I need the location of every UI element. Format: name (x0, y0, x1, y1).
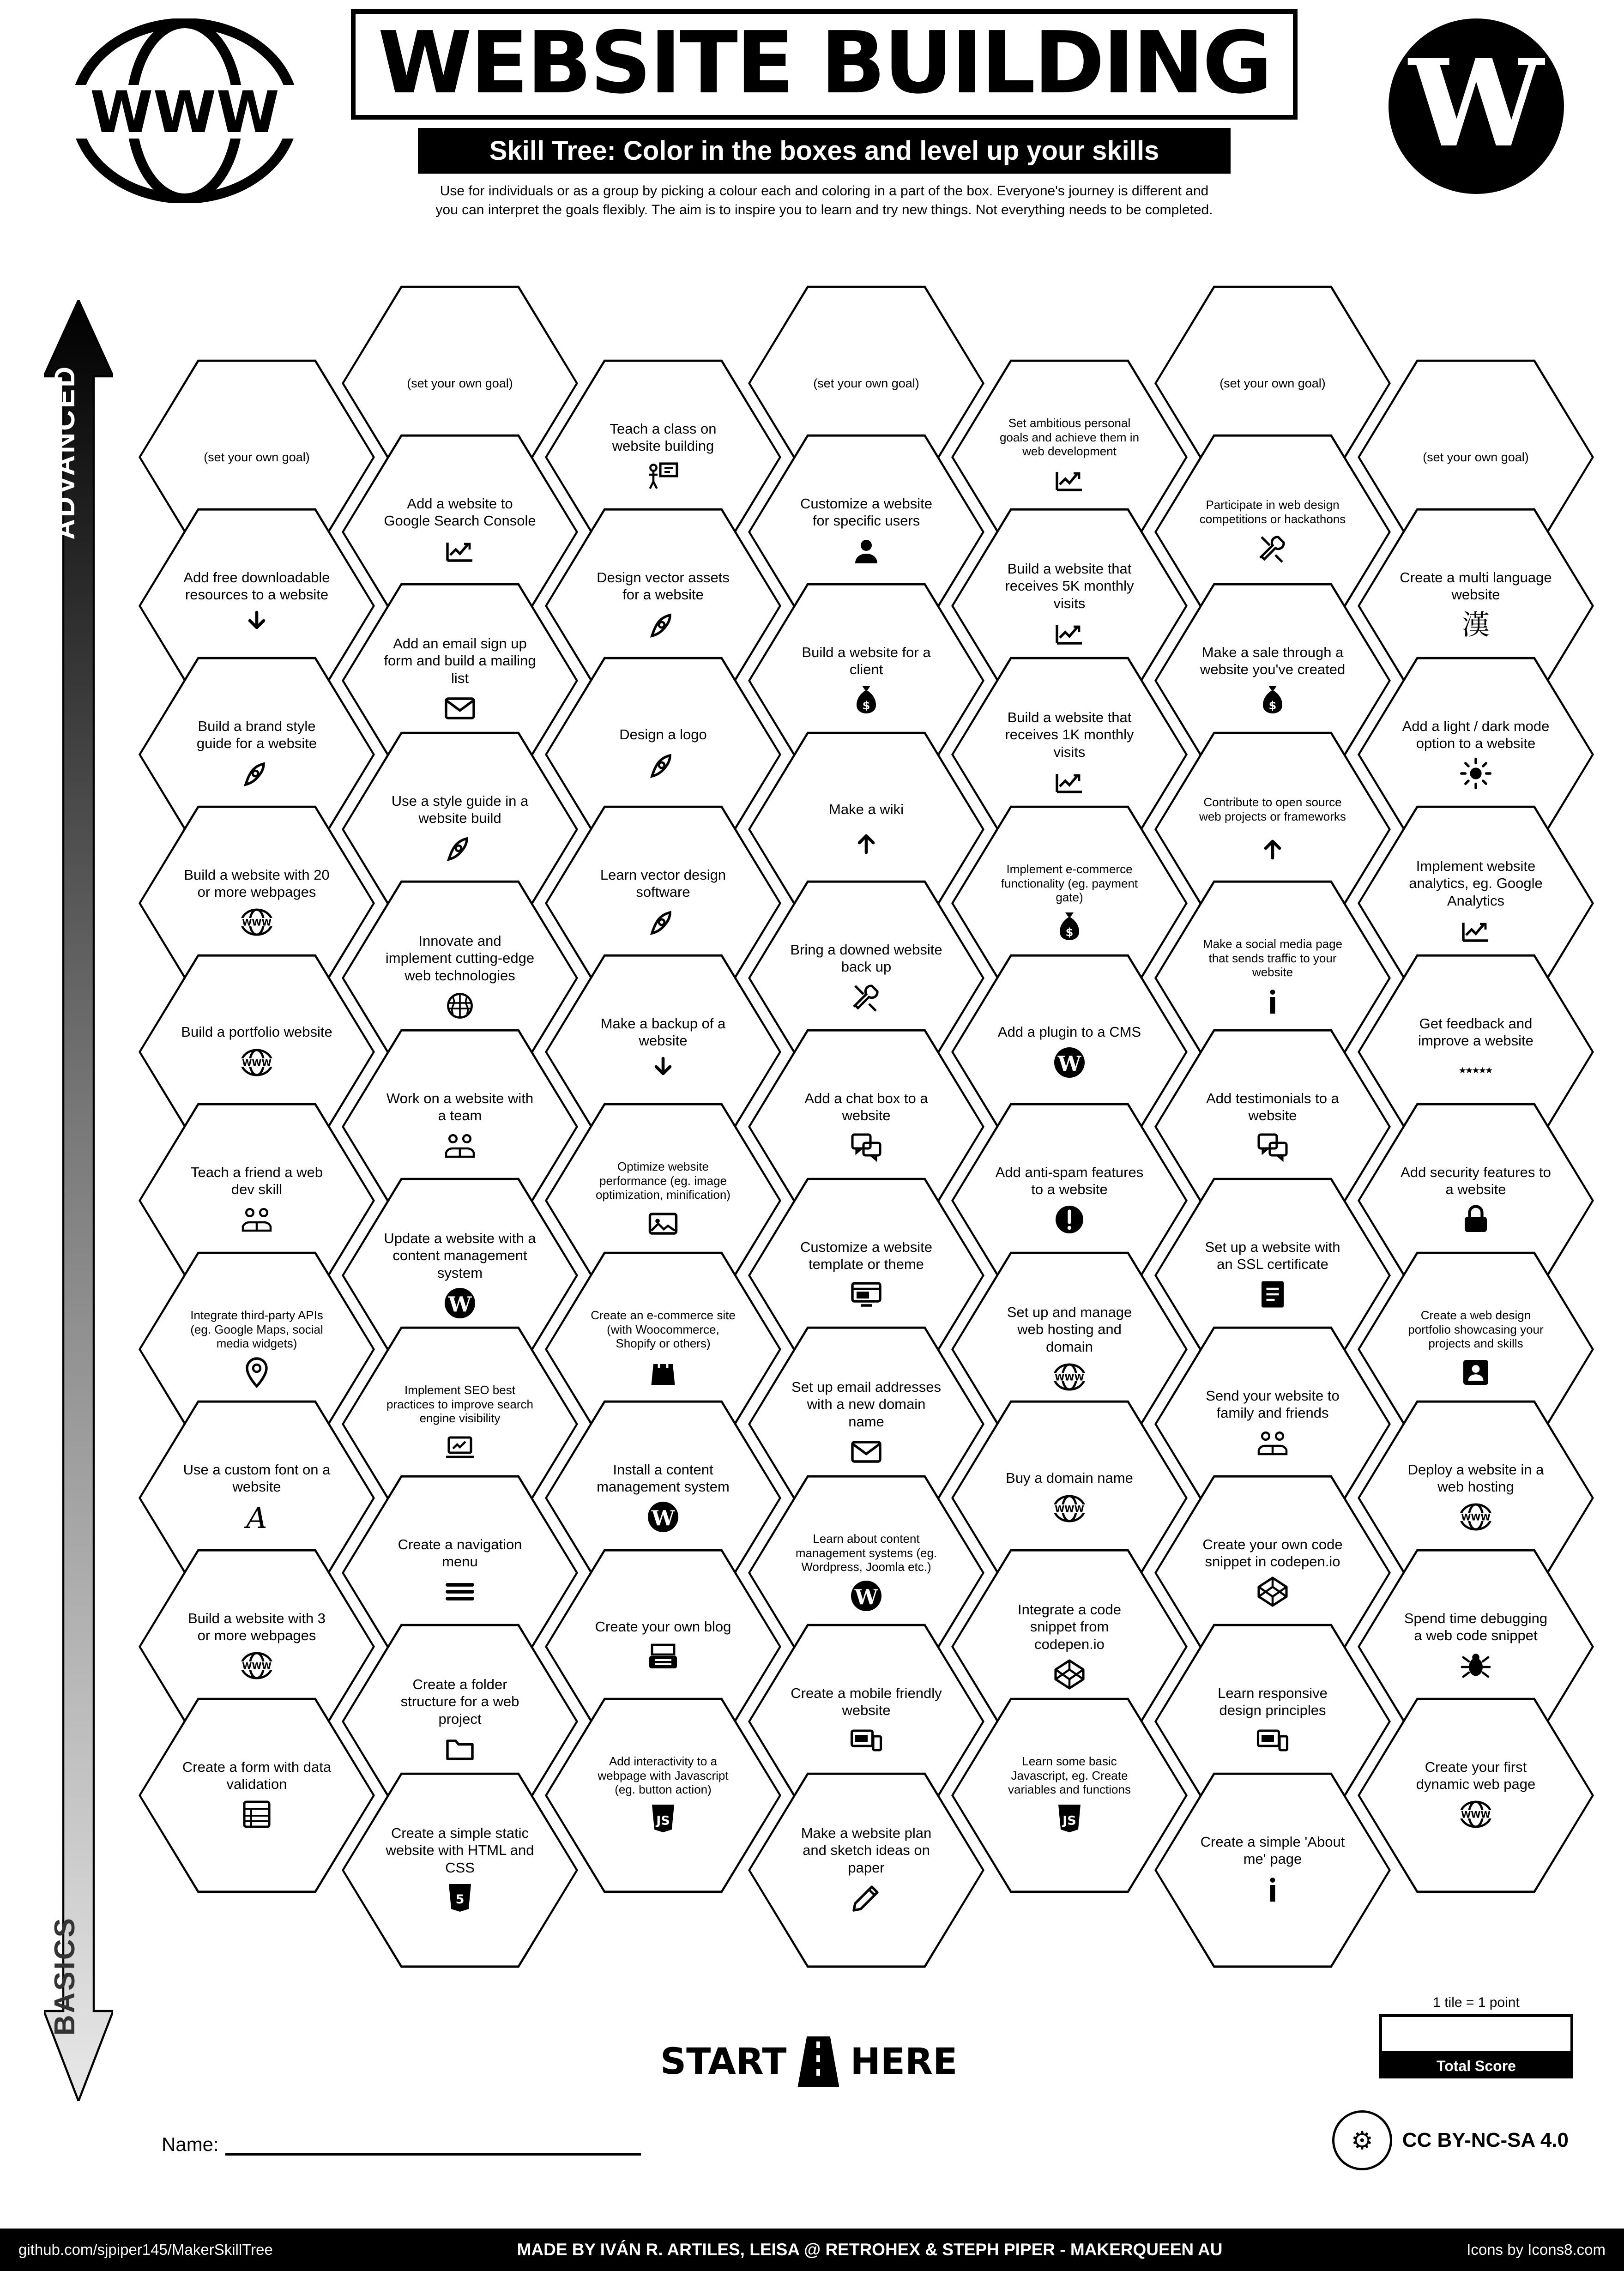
pen-nib-icon (646, 904, 680, 940)
tile-label: Build a portfolio website (181, 1024, 332, 1040)
tile-content (790, 495, 942, 569)
tile-label: Teach a friend a web dev skill (190, 1164, 323, 1197)
svg-text:WWW: WWW (90, 79, 280, 146)
title-block (351, 9, 1298, 219)
tile-content (587, 866, 739, 940)
footer-credits: MADE BY IVÁN R. ARTILES, LEISA @ RETROHEX & STEPH PIPER - MAKERQUEEN AU (517, 2240, 1223, 2259)
tile-label: (set your own goal) (1220, 376, 1326, 390)
tile-content (1196, 1238, 1349, 1312)
tile-content (993, 1601, 1146, 1692)
tile-label: Create your own blog (595, 1619, 731, 1635)
tile-content (1400, 1164, 1552, 1238)
tile-content (384, 376, 536, 391)
chart-icon (1053, 462, 1086, 498)
tile-content (587, 1461, 739, 1535)
tile-label: Set up a website with an SSL certificate (1205, 1238, 1340, 1272)
tile-content (1196, 1833, 1349, 1907)
score-note: 1 tile = 1 point (1433, 1995, 1520, 2010)
www-icon (240, 1045, 273, 1081)
tile-content (587, 569, 739, 643)
map-pin-icon (240, 1354, 273, 1390)
chat-icon (1256, 1128, 1289, 1164)
tile-label: Make a backup of a website (600, 1015, 726, 1049)
svg-text:WWW: WWW (242, 917, 272, 928)
tile-content (1196, 1387, 1349, 1461)
maker-badge-icon: ⚙ (1332, 2110, 1392, 2170)
tile-content (993, 416, 1146, 498)
name-field[interactable] (162, 2133, 641, 2156)
tile-content (790, 1532, 942, 1614)
www-globe-logo (69, 18, 300, 203)
tile-label: Update a website with a content management system (384, 1230, 536, 1281)
tile-content (790, 376, 942, 391)
tile-label: (set your own goal) (204, 450, 310, 464)
tile-content (790, 801, 942, 858)
name-rule[interactable] (225, 2137, 641, 2156)
tile-label: Contribute to open source web projects or frameworks (1199, 795, 1346, 823)
tile-content (181, 718, 333, 791)
tile-content (384, 635, 536, 726)
shopify-bag-icon (646, 1354, 680, 1390)
tile-content (384, 1536, 536, 1610)
tile-content (790, 1238, 942, 1312)
tile-label: Customize a website template or theme (800, 1238, 932, 1272)
tile-label: Create a simple static website with HTML and CSS (386, 1825, 534, 1876)
tile-content (181, 1164, 333, 1238)
wordpress-icon (850, 1578, 883, 1614)
tile-content (1400, 569, 1552, 643)
pen-nib-icon (646, 607, 680, 643)
tile-label: Innovate and implement cutting-edge web technologies (385, 933, 535, 984)
tile-label: Work on a website with a team (386, 1090, 534, 1123)
chart-icon (1459, 913, 1492, 949)
tile-content (384, 495, 536, 569)
tile-label: (set your own goal) (813, 376, 919, 390)
upload-icon (1256, 827, 1289, 864)
tile-label: Learn responsive design principles (1218, 1685, 1328, 1718)
chat-icon (850, 1128, 883, 1164)
tile-label: Add a light / dark mode option to a website (1402, 718, 1550, 751)
tile-content (384, 932, 536, 1024)
svg-text:W: W (1057, 1051, 1081, 1076)
tile-content (790, 941, 942, 1015)
tile-label: Create a mobile friendly website (791, 1685, 942, 1718)
chart-icon (1053, 764, 1086, 800)
footer-github-link[interactable]: github.com/sjpiper145/MakerSkillTree (18, 2241, 273, 2258)
svg-text:WWW: WWW (242, 1661, 272, 1672)
tile-label: Create a simple 'About me' page (1200, 1833, 1345, 1867)
tile-label: Learn vector design software (600, 866, 726, 900)
folder-icon (443, 1731, 477, 1767)
tile-label: Add free downloadable resources to a website (183, 569, 330, 603)
alert-icon (1053, 1202, 1086, 1238)
tile-label: Add a chat box to a website (804, 1090, 928, 1123)
wordpress-icon (1389, 18, 1564, 194)
html5-icon (443, 1880, 477, 1916)
tile-label: Spend time debugging a web code snippet (1404, 1610, 1548, 1643)
tools-icon (850, 979, 883, 1015)
tile-label: Create a navigation menu (398, 1536, 522, 1570)
tile-label: Build a brand style guide for a website (196, 718, 317, 751)
level-gradient-arrow (44, 300, 113, 2101)
tile-label: Customize a website for specific users (800, 495, 932, 529)
tile-label: Design a logo (619, 726, 707, 743)
tile-label: Build a website with 3 or more webpages (187, 1610, 326, 1643)
basics-label: BASICS (49, 1916, 81, 2036)
tile-content (1196, 498, 1349, 566)
www-icon (240, 1648, 273, 1684)
score-input[interactable] (1379, 2014, 1573, 2054)
info-icon (1256, 1871, 1289, 1907)
font-a-icon (240, 1499, 273, 1535)
tile-content (993, 1164, 1146, 1238)
tile-content (1196, 1685, 1349, 1758)
tile-label: Participate in web design competitions or hackathons (1199, 498, 1346, 526)
name-label: Name: (162, 2133, 219, 2155)
tile-content (993, 1469, 1146, 1526)
tile-label: Make a wiki (829, 801, 904, 818)
tile-content (181, 569, 333, 643)
tile-label: Set up email addresses with a new domain name (791, 1379, 941, 1430)
svg-text:漢: 漢 (1462, 609, 1490, 642)
presenter-icon (646, 458, 680, 494)
svg-text:$: $ (1065, 926, 1074, 939)
responsive-icon (850, 1722, 883, 1758)
kanji-icon (1459, 607, 1492, 643)
tile-label: Build a website for a client (802, 644, 931, 677)
tile-content (993, 1023, 1146, 1080)
tile-content (587, 420, 739, 494)
team-icon (443, 1128, 477, 1164)
download-icon (646, 1053, 680, 1089)
codepen-icon (1256, 1574, 1289, 1610)
tile-content (181, 450, 333, 465)
svg-text:W: W (854, 1585, 878, 1609)
here-label: HERE (850, 2041, 958, 2083)
tile-content (1196, 937, 1349, 1019)
wordpress-icon (1053, 1045, 1086, 1081)
wordpress-icon (646, 1499, 680, 1535)
tile-label: Make a social media page that sends traffic to your website (1202, 936, 1343, 979)
svg-text:WWW: WWW (242, 1057, 272, 1069)
www-icon (240, 904, 273, 940)
tile-content (1400, 718, 1552, 791)
skill-tile[interactable] (342, 1769, 578, 1972)
pen-nib-icon (646, 747, 680, 783)
brain-icon (443, 988, 477, 1024)
poster-footer (0, 2229, 1624, 2271)
license-text: CC BY-NC-SA 4.0 (1402, 2129, 1569, 2151)
tile-content (181, 866, 333, 940)
tile-label: Add security features to a website (1401, 1164, 1551, 1197)
svg-text:$: $ (1268, 699, 1277, 713)
tile-label: Add a plugin to a CMS (997, 1024, 1141, 1040)
tile-label: Create your first dynamic web page (1416, 1758, 1536, 1792)
tile-content (1196, 644, 1349, 718)
download-icon (240, 607, 273, 643)
column-7 (1358, 356, 1598, 1842)
lock-icon (1459, 1202, 1492, 1238)
tile-label: Optimize website performance (eg. image optimization, minification) (596, 1159, 730, 1202)
chart-icon (1053, 616, 1086, 652)
subtitle-banner: Skill Tree: Color in the boxes and level up your skills (418, 128, 1231, 174)
tile-label: Make a website plan and sketch ideas on paper (801, 1825, 932, 1876)
skill-tile[interactable] (748, 1769, 984, 1972)
tile-content (993, 1304, 1146, 1395)
score-box (1379, 1995, 1573, 2078)
tile-label: Add a website to Google Search Console (384, 495, 536, 529)
tile-label: Deploy a website in a web hosting (1407, 1461, 1544, 1495)
tile-label: Learn some basic Javascript, eg. Create variables and functions (1008, 1754, 1131, 1797)
envelope-icon (443, 690, 477, 726)
tile-label: Create an e-commerce site (with Woocommerce, Shopify or others) (591, 1308, 736, 1351)
svg-text:W: W (651, 1506, 675, 1531)
start-here-marker (660, 2036, 957, 2087)
tile-content (384, 1824, 536, 1916)
typewriter-icon (646, 1639, 680, 1675)
image-icon (646, 1206, 680, 1242)
advanced-label: ADVANCED (49, 365, 81, 540)
tile-label: Learn about content management systems (eg. Wordpress, Joomla etc.) (795, 1531, 937, 1574)
svg-text:JS: JS (656, 1813, 670, 1828)
pen-nib-icon (443, 830, 477, 866)
envelope-icon (850, 1434, 883, 1470)
tile-content (1196, 376, 1349, 391)
tile-content (587, 1015, 739, 1089)
skill-tile[interactable] (1154, 1769, 1391, 1972)
skill-tile[interactable] (545, 1694, 781, 1897)
tile-label: Create a folder structure for a web project (400, 1676, 519, 1727)
tile-label: Send your website to family and friends (1206, 1387, 1340, 1421)
start-label: START (660, 2041, 787, 2083)
form-icon (240, 1796, 273, 1832)
svg-text:$: $ (862, 699, 870, 713)
tile-label: Create a web design portfolio showcasing your projects and skills (1408, 1308, 1544, 1351)
wordpress-mark: W (1409, 33, 1544, 174)
footer-icons-credit: Icons by Icons8.com (1467, 2241, 1606, 2258)
tile-content (384, 792, 536, 866)
tile-content (790, 1685, 942, 1758)
svg-text:W: W (448, 1292, 472, 1317)
stars-icon (1459, 1053, 1492, 1089)
tile-content (587, 1754, 739, 1836)
sun-icon (1459, 755, 1492, 791)
money-bag-icon (1053, 908, 1086, 944)
tile-label: Build a website with 20 or more webpages (184, 866, 330, 900)
license-block (1332, 2110, 1569, 2170)
tile-content (181, 1461, 333, 1535)
tile-label: Integrate third-party APIs (eg. Google Maps, social media widgets) (190, 1308, 323, 1351)
portfolio-icon (1459, 1354, 1492, 1390)
tile-content (1400, 1308, 1552, 1390)
tile-label: Implement e-commerce functionality (eg. payment gate) (1001, 862, 1138, 905)
tile-label: Buy a domain name (1006, 1470, 1133, 1486)
description-text: Use for individuals or as a group by picking a colour each and coloring in a part of the box. Everyone's journey is different and you can interpret the goals flexibly. The aim is to inspire you to learn and try new things. Not everything needs to be completed. (435, 183, 1213, 217)
tile-label: Teach a class on website building (610, 420, 717, 454)
page-title: WEBSITE BUILDING (351, 9, 1298, 120)
tile-label: Use a custom font on a website (183, 1461, 331, 1495)
money-bag-icon (1256, 682, 1289, 718)
tile-content (790, 1824, 942, 1916)
chart-icon (443, 533, 477, 569)
codepen-icon (1053, 1656, 1086, 1692)
www-icon (1459, 1796, 1492, 1832)
responsive-icon (1256, 1722, 1289, 1758)
tile-content (384, 1383, 536, 1465)
tile-label: Create a form with data validation (182, 1758, 332, 1792)
www-icon (1053, 1359, 1086, 1395)
tile-label: Install a content management system (597, 1461, 730, 1495)
money-bag-icon (850, 682, 883, 718)
tile-label: Add anti-spam features to a website (995, 1164, 1144, 1197)
svg-text:JS: JS (1063, 1813, 1076, 1828)
svg-text:A: A (246, 1501, 267, 1534)
tile-content (587, 1308, 739, 1390)
skill-tile[interactable] (951, 1694, 1188, 1897)
tile-content (790, 1378, 942, 1470)
tile-content (1400, 858, 1552, 949)
tile-content (181, 1023, 333, 1080)
monitor-icon (850, 1276, 883, 1312)
tile-label: Implement website analytics, eg. Google Analytics (1409, 858, 1543, 909)
bug-icon (1459, 1648, 1492, 1684)
info-icon (1256, 983, 1289, 1019)
tile-content (181, 1610, 333, 1684)
tile-label: Add testimonials to a website (1206, 1090, 1339, 1123)
skill-tile[interactable] (139, 1694, 375, 1897)
upload-icon (850, 822, 883, 858)
tile-label: Add interactivity to a webpage with Javascript (eg. button action) (598, 1754, 729, 1797)
tile-label: Add an email sign up form and build a mailing list (384, 635, 536, 686)
tile-content (587, 1160, 739, 1242)
tile-content (1400, 1461, 1552, 1535)
tile-label: Use a style guide in a website build (391, 792, 529, 826)
tile-content (1400, 1015, 1552, 1089)
tile-label: Create your own code snippet in codepen.io (1202, 1536, 1343, 1570)
tile-label: Make a sale through a website you've created (1200, 644, 1346, 677)
tile-label: Build a website that receives 1K monthly visits (1005, 709, 1134, 760)
tile-content (587, 1618, 739, 1675)
pen-nib-icon (240, 755, 273, 791)
tile-content (1400, 450, 1552, 465)
svg-text:WWW: WWW (1461, 1809, 1491, 1820)
tile-content (1400, 1610, 1552, 1684)
tile-label: Set ambitious personal goals and achieve them in web development (999, 416, 1140, 459)
road-icon (797, 2036, 839, 2087)
laptop-chart-icon (443, 1429, 477, 1465)
tile-content (993, 560, 1146, 652)
pencil-icon (850, 1880, 883, 1916)
tile-content (993, 1754, 1146, 1836)
tile-content (384, 1676, 536, 1767)
team-icon (1256, 1425, 1289, 1461)
tile-label: Bring a downed website back up (790, 941, 942, 975)
tile-label: Integrate a code snippet from codepen.io (1017, 1601, 1122, 1652)
tile-label: Design vector assets for a website (597, 569, 730, 603)
tile-content (993, 862, 1146, 944)
skill-tile[interactable] (1358, 1694, 1594, 1897)
tile-content (181, 1758, 333, 1832)
tile-content (181, 1308, 333, 1390)
tile-content (1196, 795, 1349, 863)
svg-text:WWW: WWW (1055, 1372, 1084, 1383)
document-icon (1256, 1276, 1289, 1312)
tile-label: (set your own goal) (1423, 450, 1529, 464)
www-icon (1053, 1491, 1086, 1527)
tools-icon (1256, 530, 1289, 566)
tile-label: Set up and manage web hosting and domain (1007, 1304, 1132, 1355)
svg-text:5: 5 (455, 1892, 465, 1907)
www-icon (1459, 1499, 1492, 1535)
tile-content (1400, 1758, 1552, 1832)
tile-content (790, 1090, 942, 1164)
total-score-label: Total Score (1379, 2054, 1573, 2078)
tile-label: (set your own goal) (407, 376, 513, 390)
tile-label: Implement SEO best practices to improve search engine visibility (386, 1383, 533, 1425)
svg-text:WWW: WWW (1461, 1512, 1491, 1523)
tile-label: Create a multi language website (1400, 569, 1552, 603)
tile-label: Get feedback and improve a website (1418, 1015, 1533, 1049)
tile-content (1196, 1090, 1349, 1164)
tile-content (993, 709, 1146, 800)
tile-content (1196, 1536, 1349, 1610)
javascript-icon (646, 1800, 680, 1836)
tile-content (587, 726, 739, 783)
poster-header (0, 0, 1624, 277)
user-icon (850, 533, 883, 569)
svg-text:WWW: WWW (1055, 1504, 1084, 1515)
tile-content (384, 1230, 536, 1321)
team-icon (240, 1202, 273, 1238)
tile-content (384, 1090, 536, 1164)
tile-content (790, 644, 942, 718)
tile-label: Build a website that receives 5K monthly visits (1005, 561, 1134, 611)
javascript-icon (1053, 1800, 1086, 1836)
wordpress-icon (443, 1285, 477, 1321)
hamburger-icon (443, 1574, 477, 1610)
